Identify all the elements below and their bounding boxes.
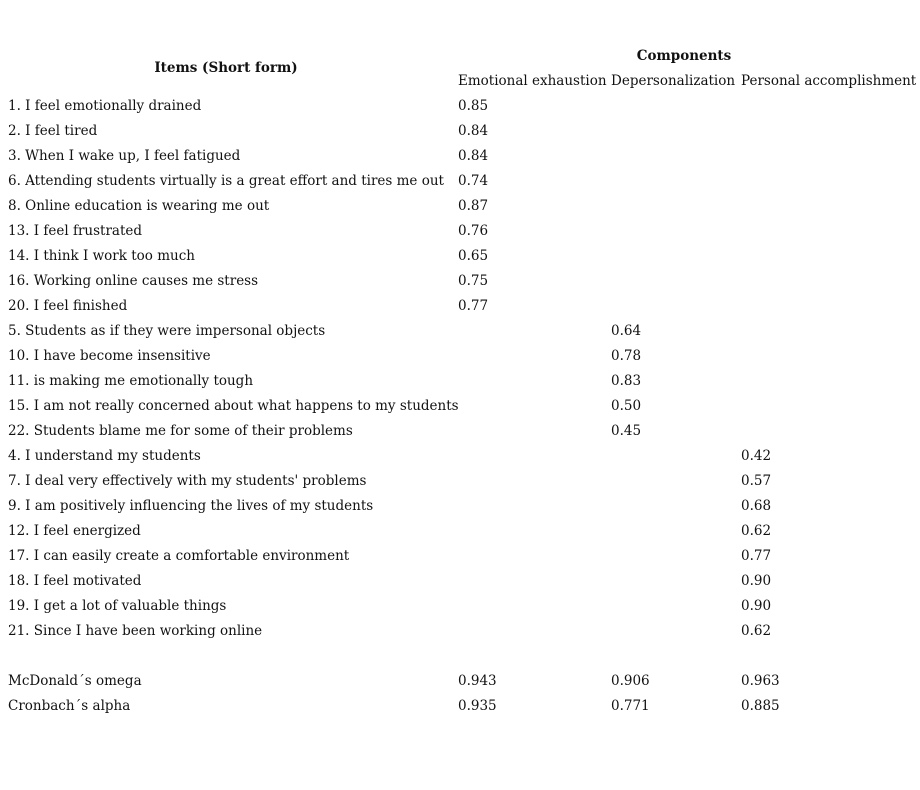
item-label: 14. I think I work too much [8, 248, 195, 264]
personal-accomplishment-value: 0.90 [741, 573, 772, 589]
emotional-exhaustion-value: 0.935 [458, 698, 497, 714]
table-row [0, 393, 920, 418]
personal-accomplishment-value: 0.68 [741, 498, 772, 514]
personal-accomplishment-value: 0.963 [741, 673, 780, 689]
depersonalization-value: 0.83 [611, 373, 642, 389]
components-header: Components [636, 48, 732, 64]
depersonalization-value: 0.45 [611, 423, 642, 439]
item-label: 20. I feel finished [8, 298, 128, 314]
depersonalization-value: 0.64 [611, 323, 642, 339]
table-row [0, 218, 920, 243]
table-row [0, 143, 920, 168]
table-row [0, 543, 920, 568]
emotional-exhaustion-value: 0.85 [458, 98, 489, 114]
column-header-depersonalization: Depersonalization [611, 73, 736, 89]
item-label: 19. I get a lot of valuable things [8, 598, 227, 614]
table-row [0, 468, 920, 493]
table-row [0, 168, 920, 193]
table-row [0, 618, 920, 643]
item-label: 6. Attending students virtually is a great effort and tires me out [8, 173, 444, 189]
items-header: Items (Short form) [154, 60, 298, 76]
column-header-emotional-exhaustion: Emotional exhaustion [458, 73, 607, 89]
emotional-exhaustion-value: 0.84 [458, 123, 489, 139]
depersonalization-value: 0.771 [611, 698, 650, 714]
item-label: 10. I have become insensitive [8, 348, 211, 364]
personal-accomplishment-value: 0.90 [741, 598, 772, 614]
emotional-exhaustion-value: 0.943 [458, 673, 497, 689]
table-row [0, 318, 920, 343]
table-row [0, 193, 920, 218]
column-header-personal-accomplishment: Personal accomplishment [741, 73, 917, 89]
item-label: 9. I am positively influencing the lives of my students [8, 498, 374, 514]
item-label: McDonald´s omega [8, 673, 142, 689]
item-label: 13. I feel frustrated [8, 223, 143, 239]
emotional-exhaustion-value: 0.74 [458, 173, 489, 189]
table-row [0, 418, 920, 443]
item-label: 1. I feel emotionally drained [8, 98, 202, 114]
table-row [0, 243, 920, 268]
item-label: 21. Since I have been working online [8, 623, 263, 639]
item-label: 5. Students as if they were impersonal objects [8, 323, 326, 339]
personal-accomplishment-value: 0.62 [741, 523, 772, 539]
item-label: 18. I feel motivated [8, 573, 142, 589]
personal-accomplishment-value: 0.77 [741, 548, 772, 564]
item-label: 15. I am not really concerned about what happens to my students [8, 398, 459, 414]
item-label: Cronbach´s alpha [8, 698, 131, 714]
table-row [0, 343, 920, 368]
table-row [0, 268, 920, 293]
table-row [0, 293, 920, 318]
personal-accomplishment-value: 0.42 [741, 448, 772, 464]
item-label: 12. I feel energized [8, 523, 141, 539]
table-row [0, 368, 920, 393]
stats-row [0, 668, 920, 693]
item-label: 16. Working online causes me stress [8, 273, 259, 289]
personal-accomplishment-value: 0.885 [741, 698, 780, 714]
table-row [0, 518, 920, 543]
table-row [0, 493, 920, 518]
emotional-exhaustion-value: 0.75 [458, 273, 489, 289]
table-row [0, 118, 920, 143]
item-label: 2. I feel tired [8, 123, 98, 139]
table-row [0, 593, 920, 618]
item-label: 7. I deal very effectively with my students' problems [8, 473, 367, 489]
depersonalization-value: 0.50 [611, 398, 642, 414]
reliability-stats [0, 668, 920, 718]
emotional-exhaustion-value: 0.76 [458, 223, 489, 239]
table-row [0, 568, 920, 593]
personal-accomplishment-value: 0.62 [741, 623, 772, 639]
emotional-exhaustion-value: 0.65 [458, 248, 489, 264]
table-row [0, 443, 920, 468]
emotional-exhaustion-value: 0.84 [458, 148, 489, 164]
item-label: 11. is making me emotionally tough [8, 373, 254, 389]
personal-accomplishment-value: 0.57 [741, 473, 772, 489]
emotional-exhaustion-value: 0.77 [458, 298, 489, 314]
item-label: 17. I can easily create a comfortable environment [8, 548, 350, 564]
item-label: 3. When I wake up, I feel fatigued [8, 148, 241, 164]
item-rows [0, 93, 920, 643]
table-row [0, 93, 920, 118]
depersonalization-value: 0.78 [611, 348, 642, 364]
stats-row [0, 693, 920, 718]
emotional-exhaustion-value: 0.87 [458, 198, 489, 214]
item-label: 22. Students blame me for some of their problems [8, 423, 353, 439]
depersonalization-value: 0.906 [611, 673, 650, 689]
item-label: 8. Online education is wearing me out [8, 198, 270, 214]
item-label: 4. I understand my students [8, 448, 201, 464]
